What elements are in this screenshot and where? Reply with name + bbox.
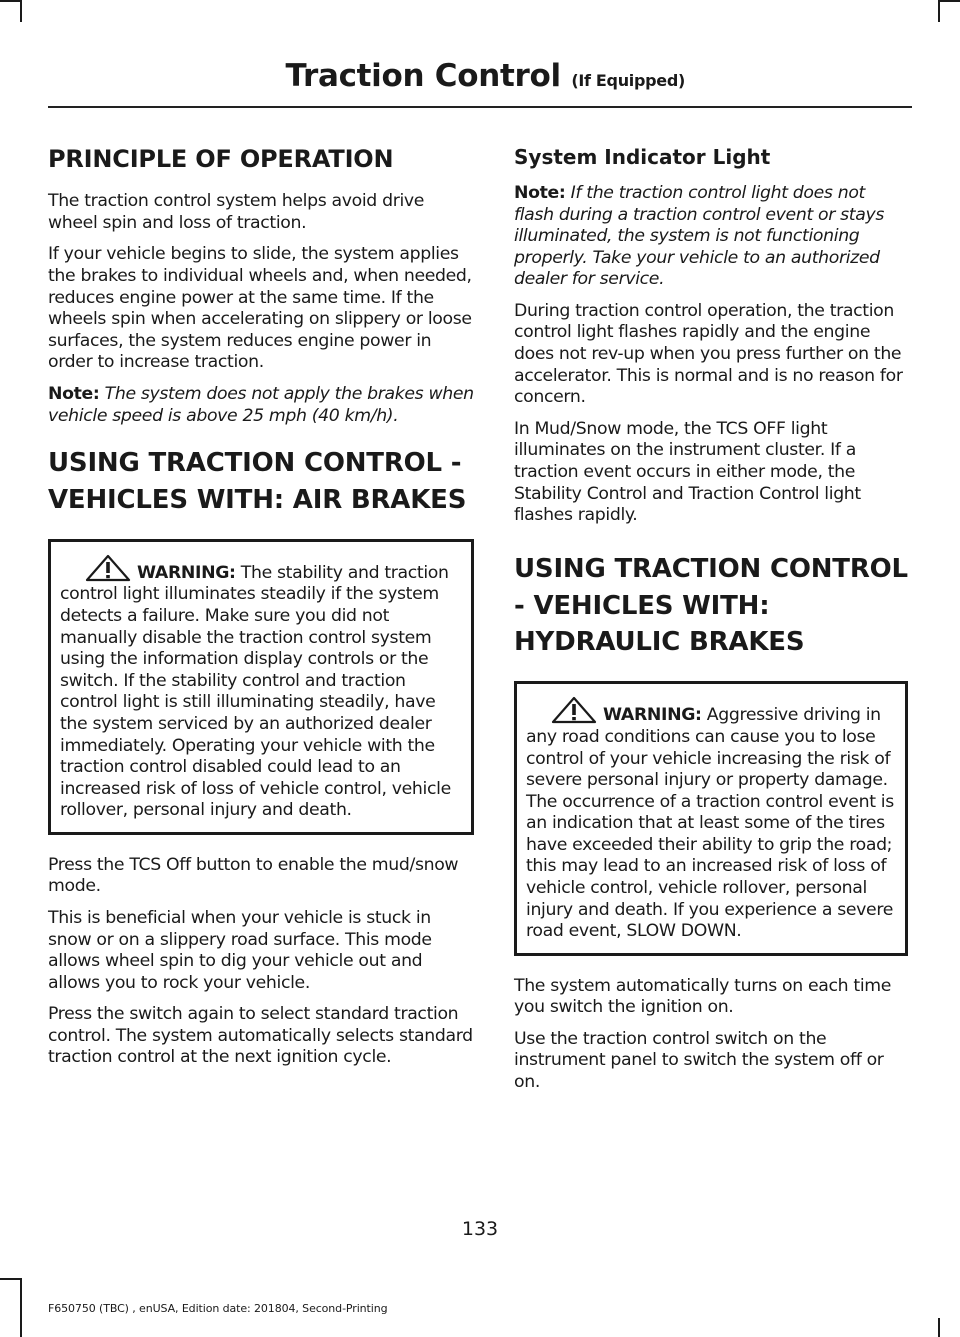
note-text: The system does not apply the brakes when vehicle speed is above 25 mph (40 km/h). xyxy=(48,383,474,426)
warning-text: Aggressive driving in any road conditions can cause you to lose control of your vehicle increasing the risk of severe personal injury or property damage. The occurrence of a traction control event is an indication that at least some of the tires have exceeded their ability to grip the road; this may lead to an increased risk of loss of vehicle control, vehicle rollover, personal injury and death. If you experience a severe road event, SLOW DOWN. xyxy=(526,705,894,942)
note-text: If the traction control light does not flash during a traction control event or stays illuminated, the system is not functioning properly. Take your vehicle to an authorized dealer for service. xyxy=(514,183,884,290)
paragraph: Press the TCS Off button to enable the mud/snow mode. xyxy=(48,854,459,897)
page-title-main: Traction Control xyxy=(285,58,561,94)
warning-text: The stability and traction control light illuminates steadily if the system detects a failure. Make sure you did not manually disable the traction control system using the information display controls or the switch. If the stability control and traction control light is still illuminating steadily, have the system serviced by an authorized dealer immediately. Operating your vehicle with the traction control disabled could lead to an increased risk of loss of vehicle control, vehicle rollover, personal injury and death. xyxy=(60,562,451,821)
left-column xyxy=(48,145,474,1079)
note-label: Note: xyxy=(48,383,100,404)
crop-mark xyxy=(938,0,940,22)
paragraph: The traction control system helps avoid drive wheel spin and loss of traction. xyxy=(48,191,425,233)
footer-edition: F650750 (TBC) , enUSA, Edition date: 201804, Second-Printing xyxy=(48,1302,388,1315)
crop-mark xyxy=(20,1278,22,1337)
crop-mark xyxy=(0,0,22,2)
section-heading: USING TRACTION CONTROL - VEHICLES WITH: AIR BRAKES xyxy=(48,448,467,515)
warning-triangle-icon xyxy=(551,696,597,724)
note xyxy=(514,183,908,291)
crop-mark xyxy=(938,1318,940,1337)
crop-mark xyxy=(0,1278,22,1280)
warning-box xyxy=(48,539,474,835)
paragraph: Use the traction control switch on the instrument panel to switch the system off or on. xyxy=(514,1028,884,1093)
page-title xyxy=(286,58,685,94)
header-rule xyxy=(48,106,912,108)
paragraph: Press the switch again to select standard traction control. The system automatically selects standard traction control at the next ignition cycle. xyxy=(48,1004,473,1068)
page-title-suffix: (If Equipped) xyxy=(571,71,685,90)
note xyxy=(48,384,474,427)
subsection-heading: System Indicator Light xyxy=(514,145,771,169)
page-number: 133 xyxy=(461,1218,499,1240)
section-heading: PRINCIPLE OF OPERATION xyxy=(48,145,394,173)
warning-label: WARNING: xyxy=(603,705,702,726)
paragraph: During traction control operation, the traction control light flashes rapidly and the engine does not rev-up when you press further on the accelerator. This is normal and is no reason for concern. xyxy=(514,300,903,408)
right-column xyxy=(514,145,908,1104)
warning-triangle-icon xyxy=(85,554,131,582)
section-heading: USING TRACTION CONTROL - VEHICLES WITH: HYDRAULIC BRAKES xyxy=(514,553,908,658)
note-label: Note: xyxy=(514,183,566,203)
paragraph: If your vehicle begins to slide, the system applies the brakes to individual wheels and, when needed, reduces engine power at the same time. If the wheels spin when accelerating on slippery or loose surfaces, the system reduces engine power in order to increase traction. xyxy=(48,244,472,373)
crop-mark xyxy=(20,0,22,22)
crop-mark xyxy=(938,0,960,2)
warning-box xyxy=(514,681,908,955)
warning-label: WARNING: xyxy=(137,562,236,583)
paragraph: In Mud/Snow mode, the TCS OFF light illuminates on the instrument cluster. If a traction event occurs in either mode, the Stability Control and Traction Control light flashes rapidly. xyxy=(514,418,861,526)
paragraph: The system automatically turns on each time you switch the ignition on. xyxy=(514,975,892,1018)
paragraph: This is beneficial when your vehicle is stuck in snow or on a slippery road surface. This mode allows wheel spin to dig your vehicle out and allows you to rock your vehicle. xyxy=(48,908,432,993)
